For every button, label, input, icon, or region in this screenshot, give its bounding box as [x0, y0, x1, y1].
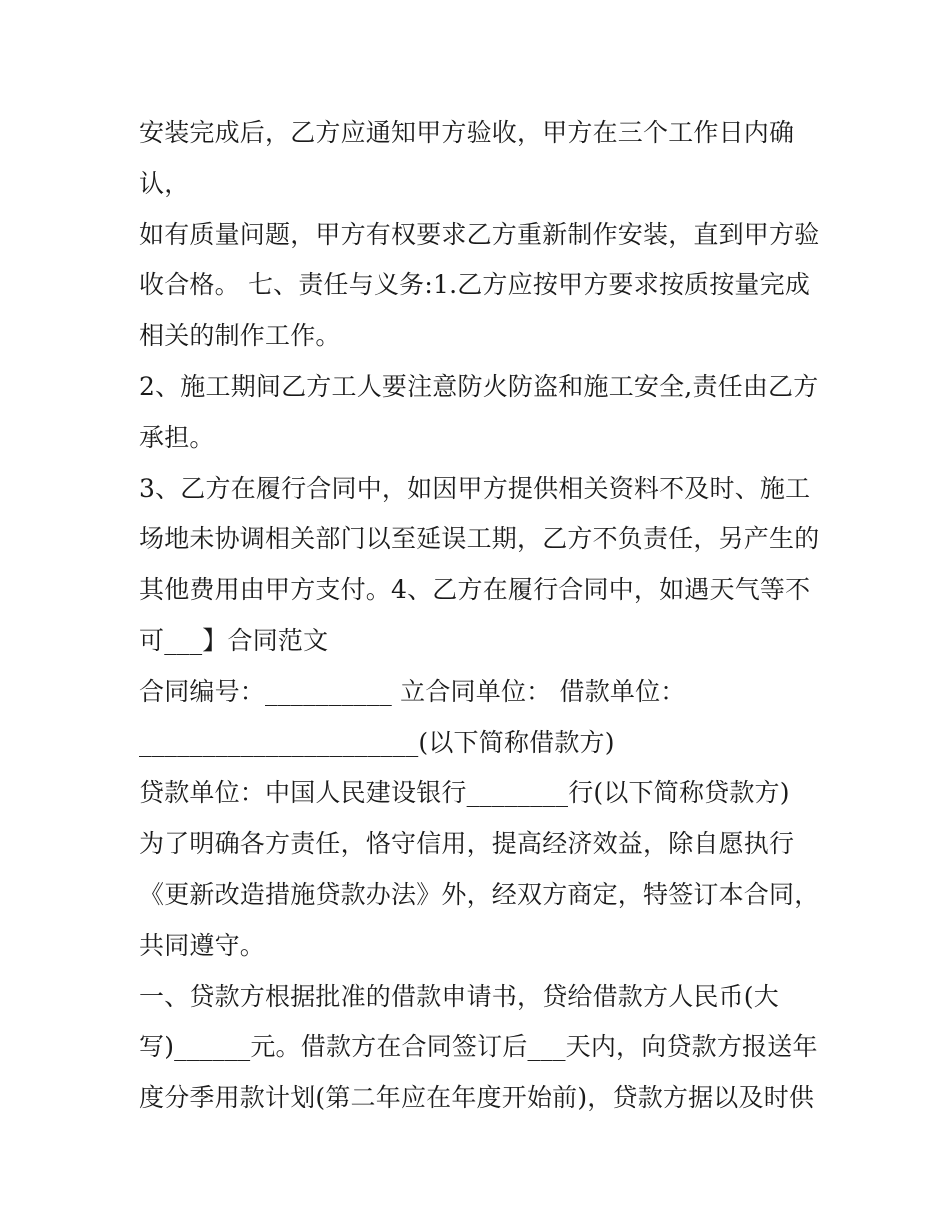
text-line: 收合格。 七、责任与义务:1.乙方应按甲方要求按质按量完成 — [139, 270, 811, 300]
text-line: 《更新改造措施贷款办法》外，经双方商定，特签订本合同， — [139, 879, 820, 909]
text-line: 合同编号：__________ 立合同单位： 借款单位： — [139, 676, 686, 706]
document-body — [139, 108, 829, 1124]
text-line: 安装完成后，乙方应通知甲方验收，甲方在三个工作日内确 — [139, 118, 795, 147]
text-line: 一、贷款方根据批准的借款申请书，贷给借款方人民币(大 — [139, 981, 779, 1011]
text-line: 认， — [139, 168, 190, 198]
text-line: 场地未协调相关部门以至延误工期，乙方不负责任，另产生的 — [139, 524, 820, 554]
text-line: 为了明确各方责任，恪守信用，提高经济效益，除自愿执行 — [139, 829, 795, 859]
text-line: 可___】合同范文 — [139, 625, 329, 655]
text-line: 2、施工期间乙方工人要注意防火防盗和施工安全,责任由乙方 — [139, 371, 819, 401]
text-line: 写)______元。借款方在合同签订后___天内，向贷款方报送年 — [139, 1032, 818, 1062]
text-line: ______________________(以下简称借款方) — [139, 727, 615, 757]
text-line: 3、乙方在履行合同中，如因甲方提供相关资料不及时、施工 — [139, 473, 811, 503]
text-line: 承担。 — [139, 422, 215, 452]
text-line: 共同遵守。 — [139, 930, 266, 960]
text-line: 如有质量问题，甲方有权要求乙方重新制作安装，直到甲方验 — [139, 219, 820, 249]
text-line: 度分季用款计划(第二年应在年度开始前)，贷款方据以及时供 — [139, 1083, 815, 1113]
text-line: 相关的制作工作。 — [139, 321, 341, 351]
text-line: 其他费用由甲方支付。4、乙方在履行合同中，如遇天气等不 — [139, 575, 811, 605]
text-line: 贷款单位：中国人民建设银行________行(以下简称贷款方) — [139, 778, 790, 808]
